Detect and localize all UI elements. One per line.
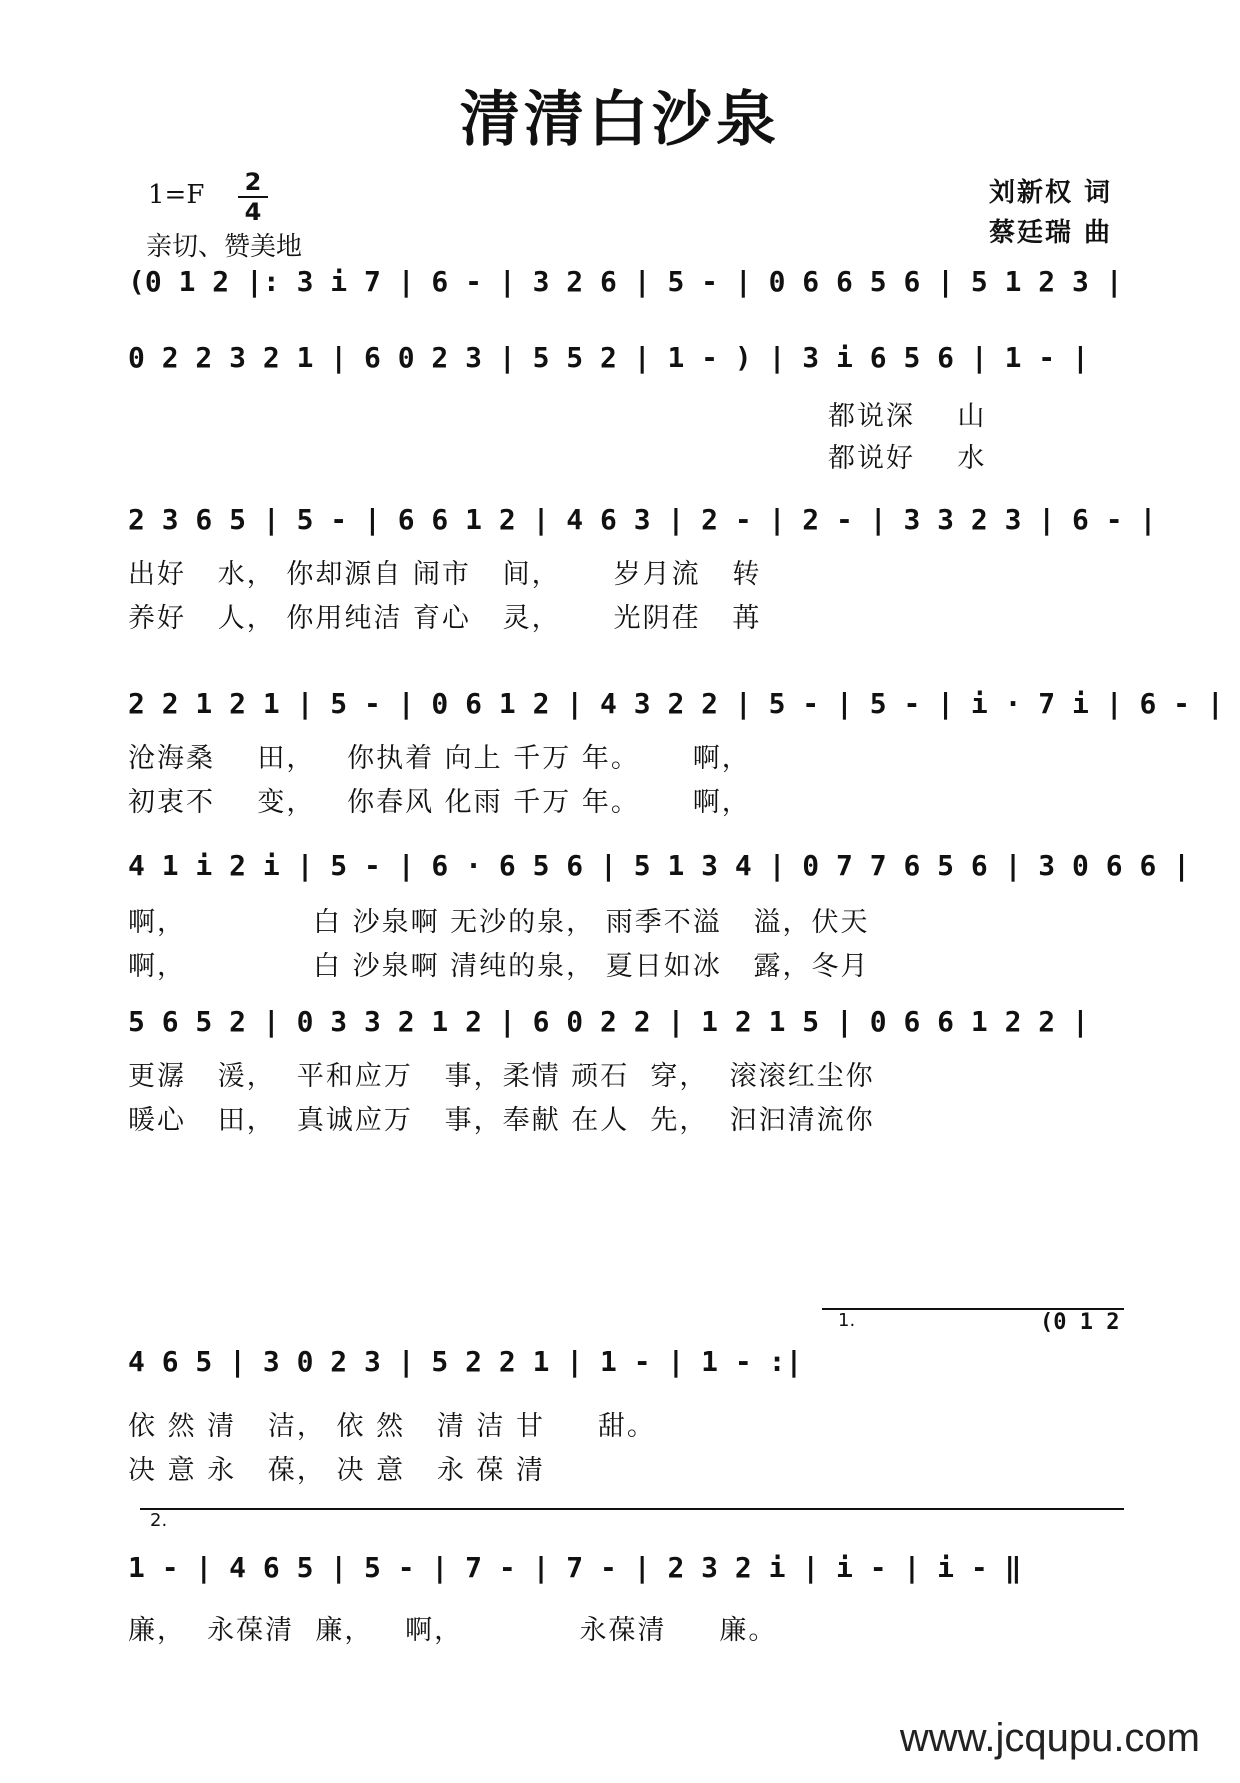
lyric-verse-2: 决 意 永 葆， 决 意 永 葆 清 xyxy=(128,1455,545,1486)
staff-line-2 xyxy=(128,338,1138,474)
lyric-verse-2: 都说好 水 xyxy=(828,443,987,474)
composer-credit: 蔡廷瑞 曲 xyxy=(988,218,1112,248)
time-signature xyxy=(238,170,268,224)
second-ending-bracket xyxy=(140,1508,1124,1510)
pickup-notes: (0 1 2 xyxy=(1040,1310,1120,1335)
time-top: 2 xyxy=(244,168,262,196)
staff-line-7 xyxy=(128,1342,1138,1486)
staff-notes: 4 1 i 2 i | 5 - | 6 · 6 5 6 | 5 1 3 4 | 0 7 7 6 5 6 | 3 0 6 6 | xyxy=(128,849,1191,882)
staff-notes: 2 3 6 5 | 5 - | 6 6 1 2 | 4 6 3 | 2 - | 2 - | 3 3 2 3 | 6 - | xyxy=(128,503,1157,536)
lyric-verse-1: 更潺 湲， 平和应万 事，柔情 顽石 穿， 滚滚红尘你 xyxy=(128,1061,875,1092)
lyric-verse-1: 啊， 白 沙泉啊 无沙的泉， 雨季不溢 溢，伏天 xyxy=(128,907,870,938)
lyric-verse-1: 依 然 清 洁， 依 然 清 洁 甘 甜。 xyxy=(128,1411,656,1442)
staff-notes: 5 6 5 2 | 0 3 3 2 1 2 | 6 0 2 2 | 1 2 1 5 | 0 6 6 1 2 2 | xyxy=(128,1005,1089,1038)
staff-line-8 xyxy=(128,1548,1138,1646)
first-ending-label: 1. xyxy=(838,1310,856,1331)
time-bottom: 4 xyxy=(244,198,262,226)
staff-notes: 1 - | 4 6 5 | 5 - | 7 - | 7 - | 2 3 2 i | i - | i - ‖ xyxy=(128,1551,1022,1584)
staff-notes: 4 6 5 | 3 0 2 3 | 5 2 2 1 | 1 - | 1 - :| xyxy=(128,1345,803,1378)
staff-notes: 0 2 2 3 2 1 | 6 0 2 3 | 5 5 2 | 1 - ) | 3 i 6 5 6 | 1 - | xyxy=(128,341,1089,374)
lyric-verse-2: 初衷不 变， 你春风 化雨 千万 年。 啊， xyxy=(128,787,751,818)
lyric-verse-1: 出好 水， 你却源自 闹市 间， 岁月流 转 xyxy=(128,559,762,590)
lyric-verse-2: 养好 人， 你用纯洁 育心 灵， 光阴荏 苒 xyxy=(128,603,762,634)
lyric-verse-2: 暖心 田， 真诚应万 事，奉献 在人 先， 汩汩清流你 xyxy=(128,1105,875,1136)
lyricist-credit: 刘新权 词 xyxy=(988,178,1112,208)
staff-line-5 xyxy=(128,846,1191,982)
staff-line-4 xyxy=(128,684,1224,818)
lyric-verse-1: 沧海桑 田， 你执着 向上 千万 年。 啊， xyxy=(128,743,751,774)
lyric-verse-1: 都说深 山 xyxy=(828,401,987,432)
second-ending-label: 2. xyxy=(150,1510,168,1531)
staff-notes: (0 1 2 |: 3 i 7 | 6 - | 3 2 6 | 5 - | 0 6 6 5 6 | 5 1 2 3 | xyxy=(128,265,1123,298)
staff-line-6 xyxy=(128,1002,1138,1136)
staff-notes: 2 2 1 2 1 | 5 - | 0 6 1 2 | 4 3 2 2 | 5 - | 5 - | i · 7 i | 6 - | xyxy=(128,687,1224,720)
watermark: www.jcqupu.com xyxy=(899,1716,1200,1760)
tempo-marking: 亲切、赞美地 xyxy=(146,232,303,262)
staff-line-3 xyxy=(128,500,1157,634)
song-title: 清清白沙泉 xyxy=(460,85,780,155)
key-signature: 1=F xyxy=(148,180,205,210)
staff-line-1 xyxy=(128,262,1138,342)
lyric-verse-2: 啊， 白 沙泉啊 清纯的泉， 夏日如冰 露，冬月 xyxy=(128,951,870,982)
lyric-verse-1: 廉， 永葆清 廉， 啊， 永葆清 廉。 xyxy=(128,1615,778,1646)
